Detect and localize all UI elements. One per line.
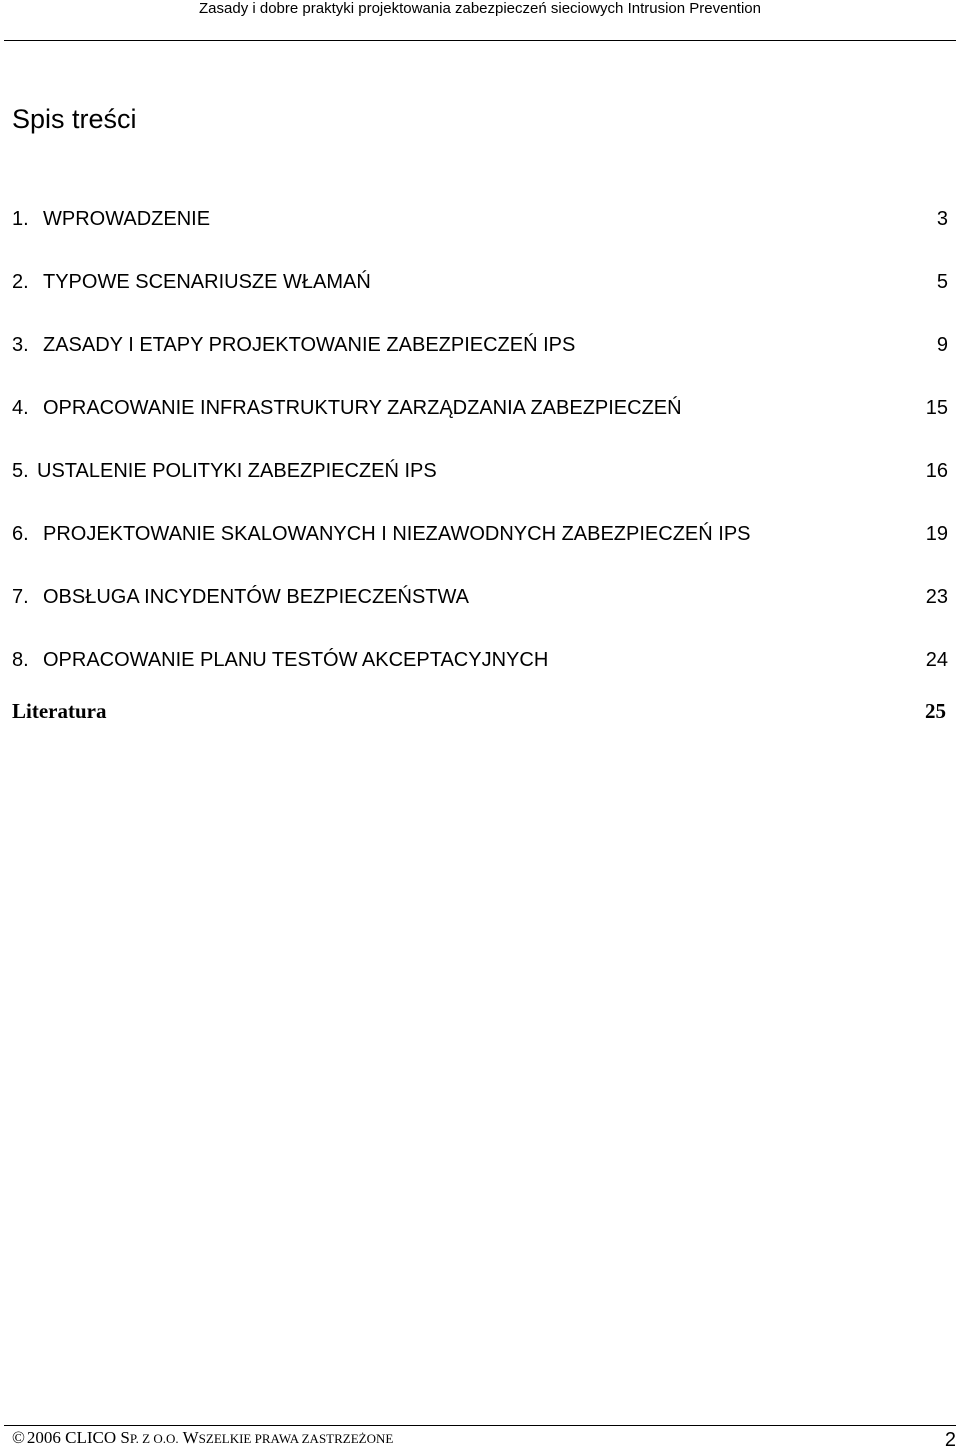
toc-entry-number: 2. [12,271,29,293]
toc-entry-page: 5 [936,271,948,293]
toc-entry[interactable] [12,205,948,233]
toc-entry-page: 16 [925,460,948,482]
page-number: 2 [944,1429,956,1451]
toc-entry-page: 24 [925,649,948,671]
toc-entry-page: 23 [925,586,948,608]
copyright-notice [12,1427,393,1450]
toc-entry-number: 4. [12,397,29,419]
copyright-company-suffix: P. Z O.O. [129,1431,179,1446]
toc-entry-number: 7. [12,586,29,608]
toc-entry-number: 8. [12,649,29,671]
toc-entry-number: 5. [12,460,29,482]
toc-entry-number: 6. [12,523,29,545]
rights-initial: W [178,1428,199,1447]
toc-entry[interactable] [12,268,948,296]
toc-entry-label: TYPOWE SCENARIUSZE WŁAMAŃ [43,271,371,293]
toc-entry[interactable] [12,331,948,359]
copyright-company: 2006 CLICO S [26,1428,130,1447]
toc-entry-label: USTALENIE POLITYKI ZABEZPIECZEŃ IPS [37,460,437,482]
toc-entry[interactable] [12,394,948,422]
toc-entry[interactable] [12,583,948,611]
toc-entry[interactable] [12,520,948,548]
toc-entry-page: 25 [925,699,946,723]
toc-title: Spis treści [12,104,137,134]
page-footer [0,1425,960,1451]
toc-entry-literature[interactable] [12,697,948,725]
copyright-symbol: © [12,1428,25,1447]
toc-entry-page: 9 [936,334,948,356]
rights-text: SZELKIE PRAWA ZASTRZEŻONE [198,1431,394,1446]
toc-entry[interactable] [12,457,948,485]
toc-entry-label: OPRACOWANIE PLANU TESTÓW AKCEPTACYJNYCH [43,649,549,671]
toc-entry-number: 3. [12,334,29,356]
toc-entry[interactable] [12,646,948,674]
footer-rule [4,1425,956,1426]
toc-entry-label: OBSŁUGA INCYDENTÓW BEZPIECZEŃSTWA [43,586,469,608]
toc-entry-page: 19 [925,523,948,545]
toc-entry-label: Literatura [12,699,107,723]
toc-entry-label: WPROWADZENIE [43,208,211,230]
toc-entry-label: ZASADY I ETAPY PROJEKTOWANIE ZABEZPIECZEŃ IPS [43,334,576,356]
toc-entry-page: 15 [925,397,948,419]
header-title: Zasady i dobre praktyki projektowania zabezpieczeń sieciowych Intrusion Prevention [199,0,761,17]
toc-entry-number: 1. [12,208,29,230]
toc-entry-label: PROJEKTOWANIE SKALOWANYCH I NIEZAWODNYCH ZABEZPIECZEŃ IPS [43,523,751,545]
toc-entry-page: 3 [936,208,948,230]
toc-entry-label: OPRACOWANIE INFRASTRUKTURY ZARZĄDZANIA ZABEZPIECZEŃ [43,397,682,419]
